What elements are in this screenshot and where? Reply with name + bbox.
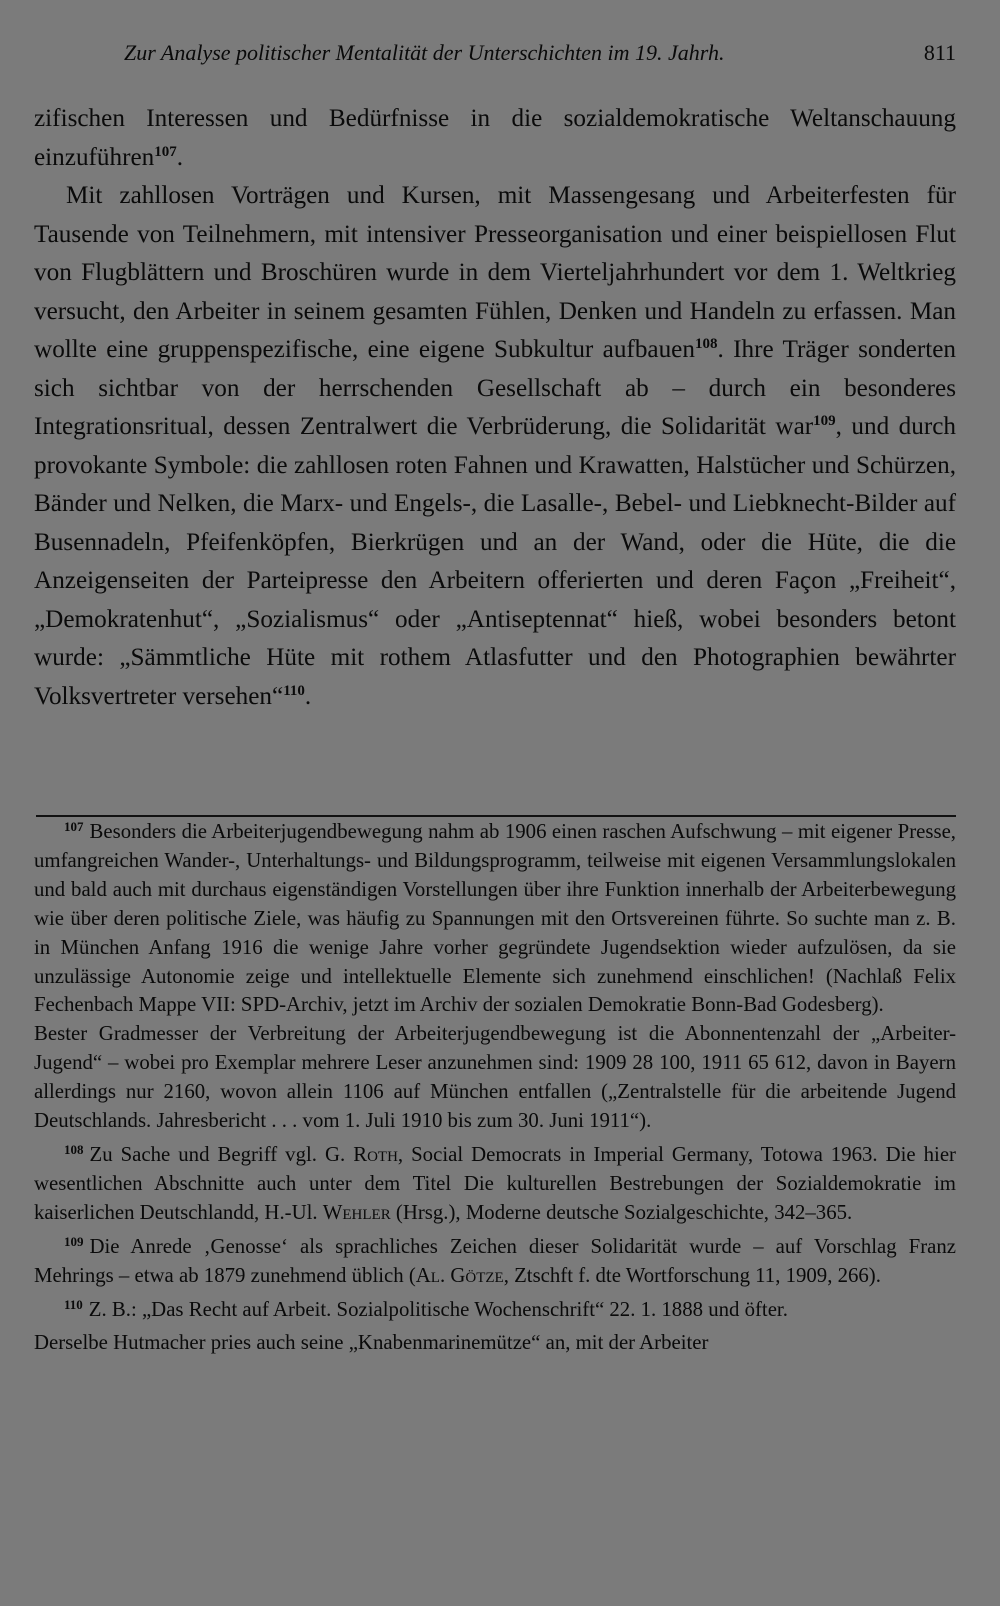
paragraph-2-part-c: , und durch provokante Symbole: die zahllosen roten Fahnen und Krawatten, Halstücher und Schürzen, Bänder und Nelken, die Marx- und Engels-, die Lasalle-, Bebel- und Liebknecht-Bilder auf Busennadeln, Pfeifenköpfen, Bierkrügen und an der Wand, oder die Hüte, die die Anzeigenseiten der Parteipresse den Arbeitern offerierten und deren Façon „Freiheit“, „Demokratenhut“, „Sozialismus“ oder „Antiseptennat“ hieß, wobei besonders betont wurde: „Sämmtliche Hüte mit rothem Atlasfutter und den Photographien bewährter Volksvertreter versehen“ xyxy=(34,413,956,710)
footnote-110-number: 110 xyxy=(64,1296,83,1312)
footnote-109-author: Al. Götze xyxy=(415,1263,504,1287)
footnote-108-part-b: , Social Democrats in Imperial Germany, Totowa 1963. Die hier wesentlichen Abschnitte auch unter dem Titel Die kulturellen Bestrebungen der Sozialdemokratie im kaiserlichen Deutschlandd, H.-Ul. xyxy=(34,1142,956,1224)
footnote-109-number: 109 xyxy=(64,1233,84,1249)
footnote-108-number: 108 xyxy=(64,1141,84,1157)
page-number: 811 xyxy=(923,40,956,65)
paragraph-1-text: zifischen Interessen und Bedürfnisse in die sozialdemokratische Weltanschauung einzuführen xyxy=(34,105,956,171)
footnote-ref-110: 110 xyxy=(283,682,305,699)
footnote-108-part-a: Zu Sache und Begriff vgl. G. xyxy=(89,1142,354,1166)
paragraph-2-end: . xyxy=(304,682,312,710)
paragraph-2 xyxy=(34,177,956,716)
footnote-109 xyxy=(34,1233,956,1291)
footnote-110 xyxy=(34,1296,956,1325)
running-header xyxy=(36,40,956,66)
footnote-108 xyxy=(34,1141,956,1228)
running-title: Zur Analyse politischer Mentalität der Unterschichten im 19. Jahrh. xyxy=(124,40,725,65)
footnote-divider xyxy=(36,815,956,817)
footnote-ref-109: 109 xyxy=(813,413,836,429)
footnote-110-text: Z. B.: „Das Recht auf Arbeit. Sozialpolitische Wochenschrift“ 22. 1. 1888 und öfter. xyxy=(88,1297,788,1321)
footnote-110-continuation: Derselbe Hutmacher pries auch seine „Knabenmarinemütze“ an, mit der Arbeiter xyxy=(34,1331,709,1355)
footnotes xyxy=(34,818,956,1358)
footnote-107-number: 107 xyxy=(64,819,84,834)
footnote-107-text: Besonders die Arbeiterjugendbewegung nahm ab 1906 einen raschen Aufschwung – mit eigener Presse, umfangreichen Wander-, Unterhaltungs- und Bildungsprogramm, teilweise mit eigenen Versammlungslokalen und bald auch mit durchaus eigenständigen Vorstellungen über ihre Funktion innerhalb der Arbeiterbewegung wie über deren politische Ziele, was häufig zu Spannungen mit den Ortsvereinen führte. So suchte man z. B. in München Anfang 1916 die wenige Jahre vorher gegründete Jugendsektion wieder aufzulösen, da sie unzulässige Autonomie zeige und intellektuelle Elemente sich zunehmend einschlichen! (Nachlaß Felix Fechenbach Mappe VII: SPD-Archiv, jetzt im Archiv der sozialen Demokratie Bonn-Bad Godesberg). xyxy=(34,820,956,1017)
footnote-108-editor: Wehler xyxy=(322,1200,391,1224)
main-text xyxy=(34,100,956,716)
footnote-ref-107: 107 xyxy=(154,143,177,160)
paragraph-2-part-a: Mit zahllosen Vorträgen und Kursen, mit Massengesang und Arbeiterfesten für Tausende von Teilnehmern, mit intensiver Presseorganisation und einer beispiellosen Flut von Flugblättern und Broschüren wurde in dem Vierteljahrhundert vor dem 1. Weltkrieg versucht, den Arbeiter in seinem gesamten Fühlen, Denken und Handeln zu erfassen. Man wollte eine gruppenspezifische, eine eigene Subkultur aufbauen xyxy=(34,182,956,363)
footnote-109-part-a: Die Anrede ‚Genosse‘ als sprachliches Zeichen dieser Solidarität wurde – auf Vorschlag Franz Mehrings – etwa ab 1879 zunehmend üblich ( xyxy=(34,1234,956,1287)
footnote-ref-108: 108 xyxy=(694,336,718,352)
footnote-107-continuation: Bester Gradmesser der Verbreitung der Arbeiterjugendbewegung ist die Abonnentenzahl der „Arbeiter-Jugend“ – wobei pro Exemplar mehrere Leser anzunehmen sind: 1909 28 100, 1911 65 612, davon in Bayern allerdings nur 2160, wovon allein 1106 auf München entfallen („Zentralstelle für die arbeitende Jugend Deutschlands. Jahresbericht . . . vom 1. Juli 1910 bis zum 30. Juni 1911“). xyxy=(34,1022,956,1133)
footnote-107 xyxy=(34,818,956,1020)
paragraph-1-end: . xyxy=(176,143,184,171)
footnote-108-author: Roth xyxy=(353,1142,398,1166)
footnote-109-part-b: , Ztschft f. dte Wortforschung 11, 1909, 266). xyxy=(503,1263,881,1287)
footnote-108-part-c: (Hrsg.), Moderne deutsche Sozialgeschichte, 342–365. xyxy=(390,1200,853,1224)
paragraph-2-part-b: . Ihre Träger sonderten sich sichtbar von der herrschenden Gesellschaft ab – durch ein besonderes Integrationsritual, dessen Zentralwert die Verbrüderung, die Solidarität war xyxy=(34,336,957,440)
paragraph-1 xyxy=(34,100,956,177)
